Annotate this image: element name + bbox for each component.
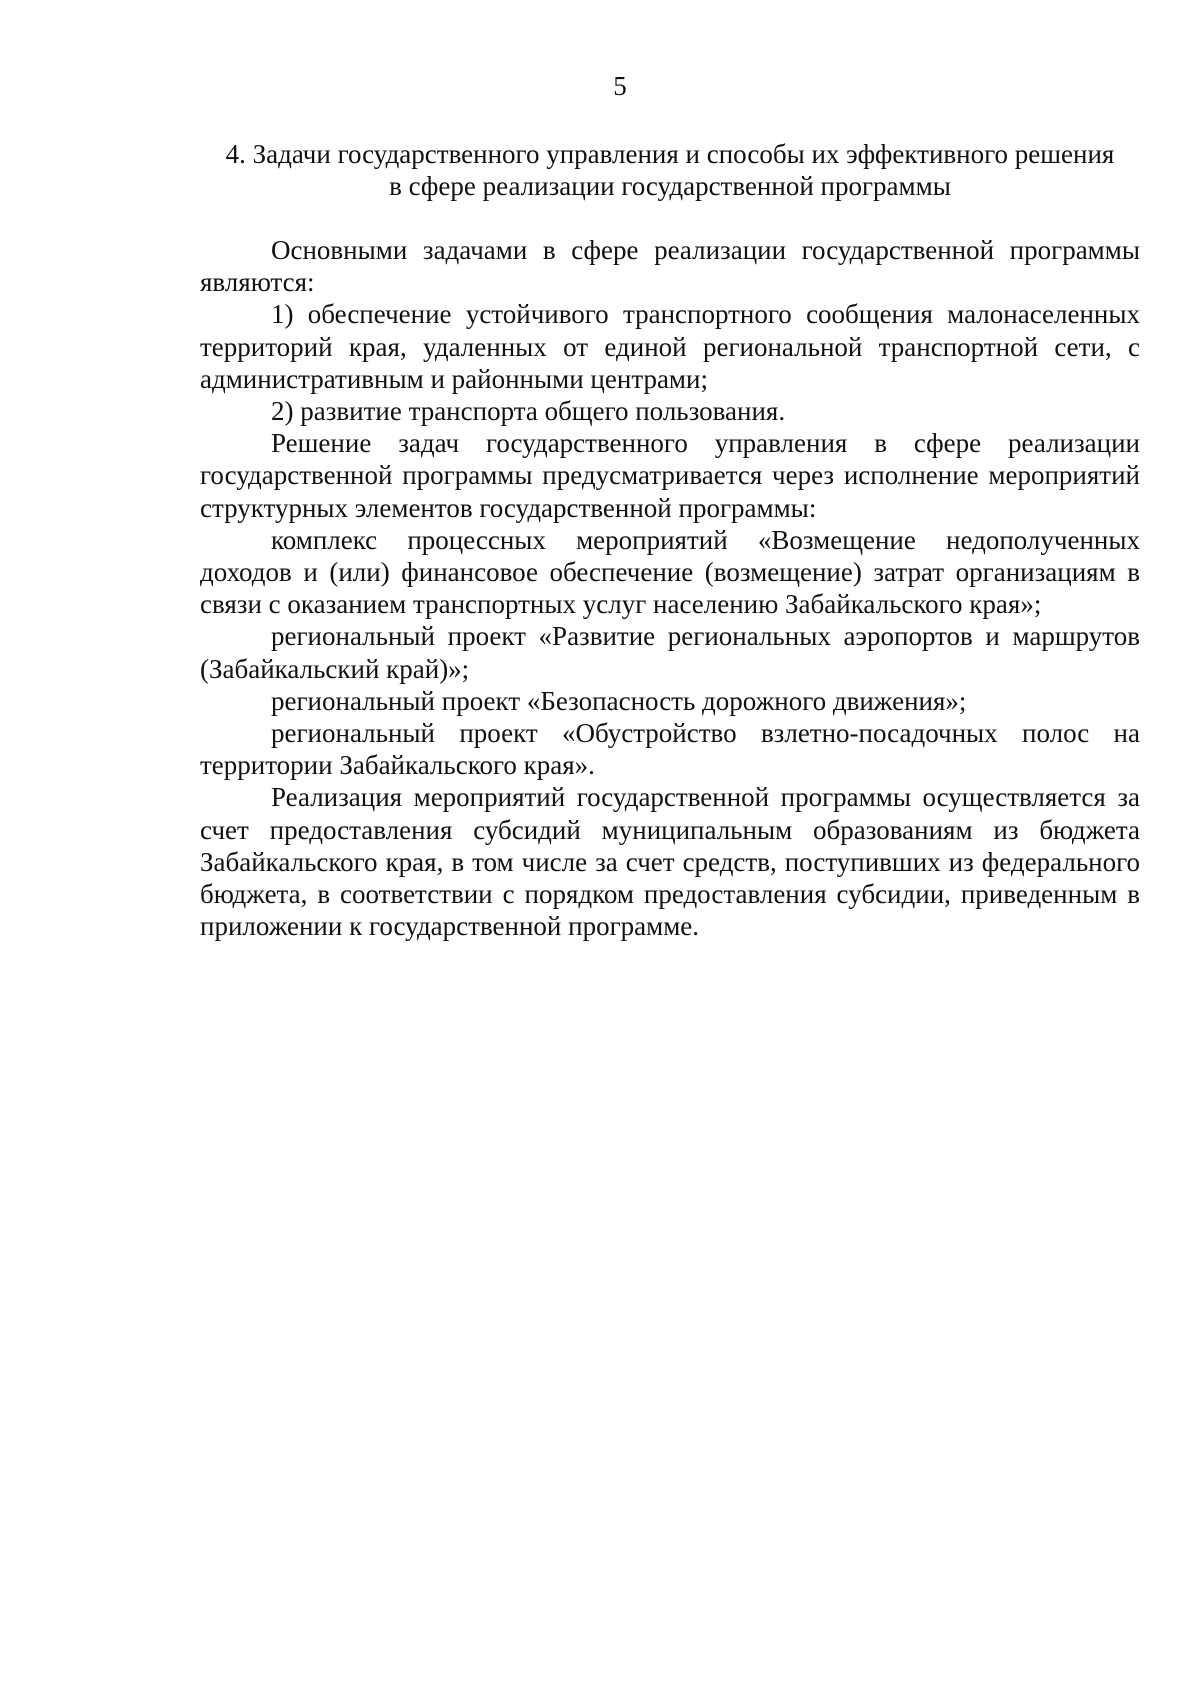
- paragraph-implementation: Реализация мероприятий государственной программы осуществляется за счет предоставления субсидий муниципальным образованиям из бюджета Забайкальского края, в том числе за счет средств, поступивших из федерального бюджета, в соответствии с порядком предоставления субсидии, приведенным в приложении к государственной программе.: [200, 782, 1140, 942]
- paragraph-task-2: 2) развитие транспорта общего пользования.: [271, 396, 786, 427]
- paragraph-process-complex: комплекс процессных мероприятий «Возмещение недополученных доходов и (или) финансовое обеспечение (возмещение) затрат организациям в связи с оказанием транспортных услуг населению Забайкальского края»;: [200, 524, 1140, 620]
- section-heading-line-2: в сфере реализации государственной программы: [389, 171, 951, 201]
- section-heading-line-1: 4. Задачи государственного управления и способы их эффективного решения: [225, 139, 1115, 169]
- paragraph-project-airports: региональный проект «Развитие региональных аэропортов и маршрутов (Забайкальский край)»;: [200, 621, 1140, 684]
- paragraph-project-runways: региональный проект «Обустройство взлетно-посадочных полос на территории Забайкальского края».: [200, 718, 1140, 781]
- paragraph-solution: Решение задач государственного управления в сфере реализации государственной программы предусматривается через исполнение мероприятий структурных элементов государственной программы:: [200, 428, 1140, 523]
- paragraph-task-1: 1) обеспечение устойчивого транспортного сообщения малонаселенных территорий края, удаленных от единой региональной транспортной сети, с административным и районными центрами;: [200, 299, 1140, 394]
- paragraph-intro: Основными задачами в сфере реализации государственной программы являются:: [200, 235, 1140, 298]
- section-heading: [200, 138, 1140, 202]
- page-number: 5: [613, 71, 627, 101]
- paragraph-project-road-safety: региональный проект «Безопасность дорожного движения»;: [271, 685, 967, 716]
- body-text: [200, 234, 1140, 942]
